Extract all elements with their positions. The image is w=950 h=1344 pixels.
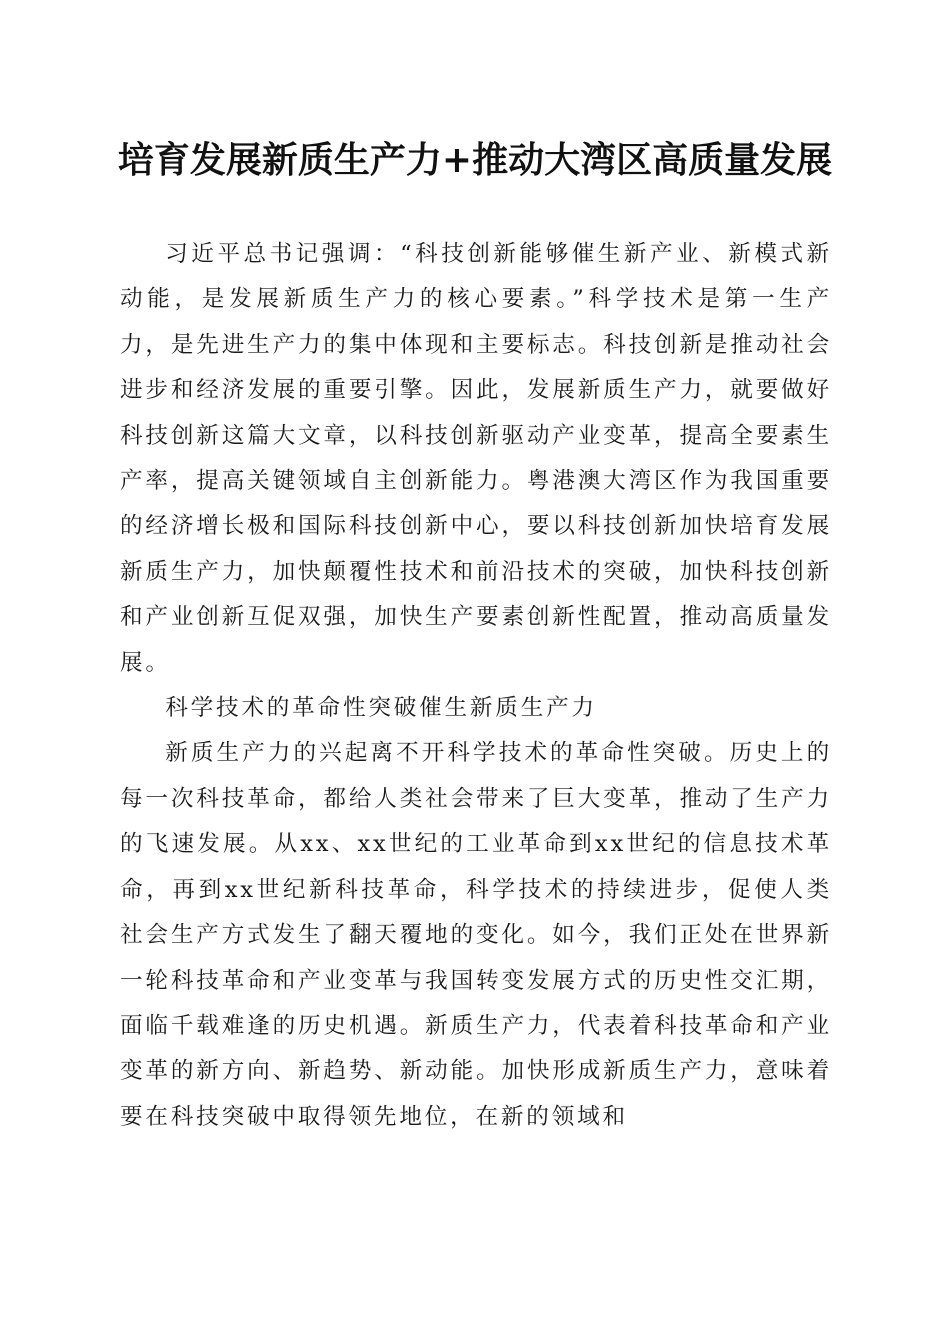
- section-heading: 科学技术的革命性突破催生新质生产力: [165, 695, 597, 722]
- document-title: 培育发展新质生产力+推动大湾区高质量发展: [117, 139, 833, 181]
- paragraph-section-1: 新质生产力的兴起离不开科学技术的革命性突破。历史上的每一次科技革命，都给人类社会带来了巨大变革，推动了生产力的飞速发展。从xx、xx世纪的工业革命到xx世纪的信息技术革命，再到xx世纪新科技革命，科学技术的持续进步，促使人类社会生产方式发生了翻天覆地的变化。如今，我们正处在世界新一轮科技革命和产业变革与我国转变发展方式的历史性交汇期，面临千载难逢的历史机遇。新质生产力，代表着科技革命和产业变革的新方向、新趋势、新动能。加快形成新质生产力，意味着要在科技突破中取得领先地位，在新的领域和: [120, 740, 832, 1130]
- paragraph-intro: 习近平总书记强调：“科技创新能够催生新产业、新模式新动能，是发展新质生产力的核心要素。”科学技术是第一生产力，是先进生产力的集中体现和主要标志。科技创新是推动社会进步和经济发展的重要引擎。因此，发展新质生产力，就要做好科技创新这篇大文章，以科技创新驱动产业变革，提高全要素生产率，提高关键领域自主创新能力。粤港澳大湾区作为我国重要的经济增长极和国际科技创新中心，要以科技创新加快培育发展新质生产力，加快颠覆性技术和前沿技术的突破，加快科技创新和产业创新互促双强，加快生产要素创新性配置，推动高质量发展。: [120, 241, 832, 676]
- document-body: [120, 232, 832, 1140]
